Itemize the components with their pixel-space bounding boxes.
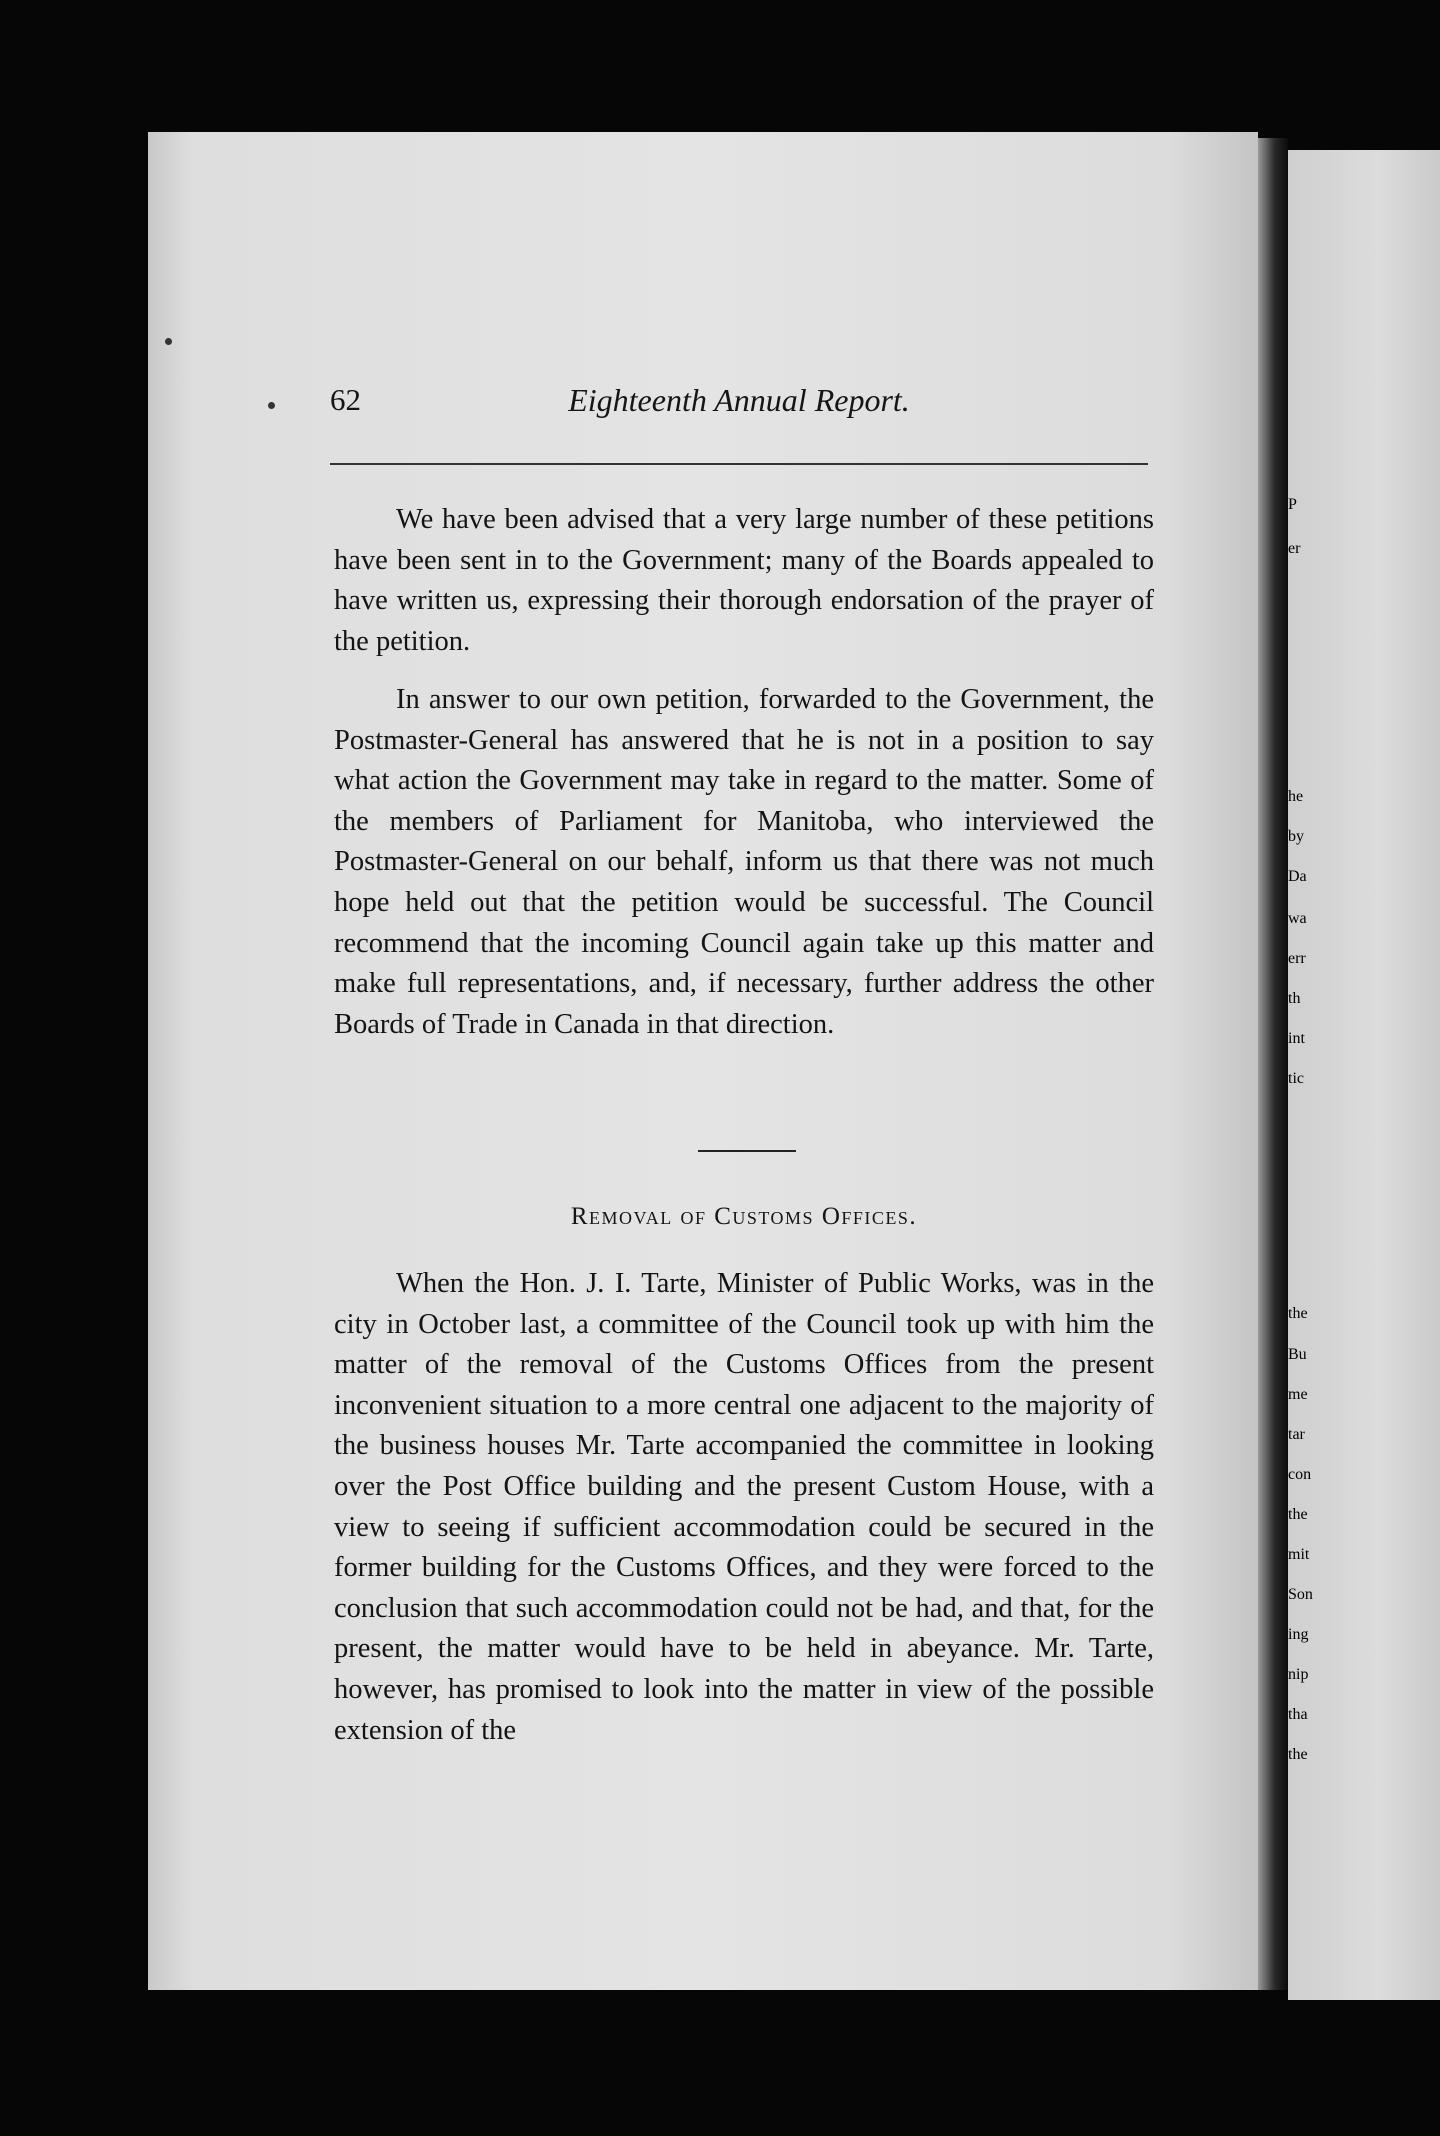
facing-fragment: he — [1288, 788, 1304, 805]
scan-speck — [268, 402, 275, 409]
facing-fragment: mit — [1288, 1546, 1310, 1563]
facing-page-edge — [1288, 150, 1440, 2000]
facing-fragment: er — [1288, 540, 1301, 557]
facing-fragment: tar — [1288, 1426, 1305, 1443]
facing-fragment: tic — [1288, 1070, 1304, 1087]
facing-fragment: Son — [1288, 1586, 1313, 1603]
page-number: 62 — [330, 382, 361, 417]
facing-fragment: err — [1288, 950, 1306, 967]
facing-fragment: me — [1288, 1386, 1308, 1403]
header-rule — [330, 463, 1148, 465]
facing-fragment: P — [1288, 496, 1297, 513]
page-header — [330, 382, 1148, 426]
facing-fragment: th — [1288, 990, 1301, 1007]
facing-fragment: ing — [1288, 1626, 1309, 1643]
facing-fragment: the — [1288, 1305, 1308, 1322]
paragraph: When the Hon. J. I. Tarte, Minister of Public Works, was in the city in October last, a committee of the Council took up with him the matter of the removal of the Customs Offices from the present inconvenient situation to a more central one adjacent to the majority of the business houses Mr. Tarte accompanied the committee in looking over the Post Office building and the present Custom House, with a view to seeing if sufficient accommodation could be secured in the former building for the Customs Offices, and they were forced to the conclusion that such accommodation could not be had, and that, for the present, the matter would have to be held in abeyance. Mr. Tarte, however, has promised to look into the matter in view of the possible extension of the — [334, 1268, 1154, 1746]
facing-fragment: the — [1288, 1506, 1308, 1523]
facing-fragment: int — [1288, 1030, 1305, 1047]
facing-fragment: nip — [1288, 1666, 1309, 1683]
section-heading: Removal of Customs Offices. — [570, 1203, 918, 1230]
paragraph: We have been advised that a very large number of these petitions have been sent in to the Government; many of the Boards appealed to have written us, expressing their thorough endorsation of the prayer of the petition. — [334, 504, 1154, 657]
paragraph: In answer to our own petition, forwarded to the Government, the Postmaster-General has answered that he is not in a position to say what action the Government may take in regard to the matter. Some of the members of Parliament for Manitoba, who interviewed the Postmaster-General on our behalf, inform us that there was not much hope held out that the petition would be successful. The Council recommend that the incoming Council again take up this matter and make full representations, and, if necessary, further address the other Boards of Trade in Canada in that direction. — [334, 684, 1154, 1040]
paragraph-block — [334, 1264, 1154, 1751]
paragraph-block — [334, 680, 1154, 1045]
facing-fragment: Bu — [1288, 1346, 1307, 1363]
page-gutter — [1258, 138, 1288, 1990]
facing-fragment: Da — [1288, 868, 1307, 885]
facing-fragment: tha — [1288, 1706, 1308, 1723]
running-title: Eighteenth Annual Report. — [568, 382, 910, 418]
facing-fragment: con — [1288, 1466, 1312, 1483]
facing-fragment: by — [1288, 828, 1304, 845]
section-divider — [698, 1150, 796, 1152]
scan-speck — [165, 338, 172, 345]
paragraph-block — [334, 500, 1154, 662]
facing-fragment: the — [1288, 1746, 1308, 1763]
facing-fragment: wa — [1288, 910, 1307, 927]
